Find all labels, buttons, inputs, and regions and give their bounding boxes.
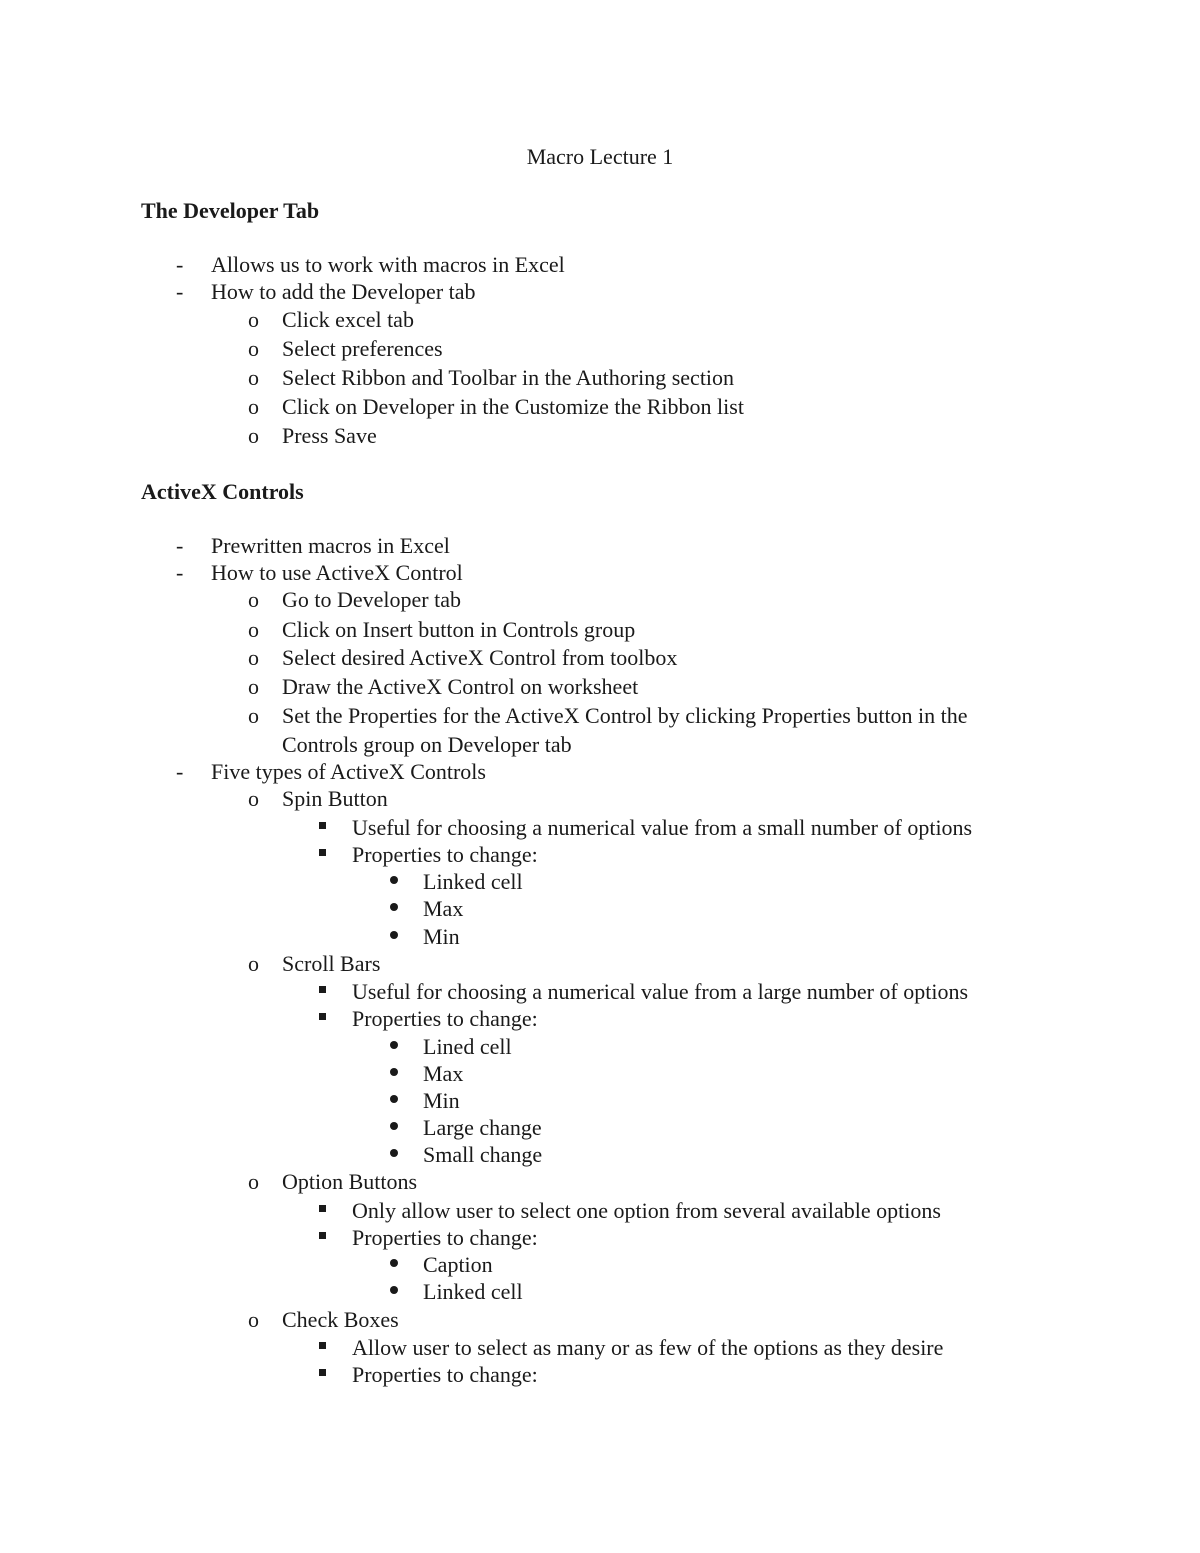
square-bullet [319, 1369, 326, 1376]
list-item: Set the Properties for the ActiveX Control by clicking Properties button in the [282, 703, 968, 728]
circle-bullet: o [248, 617, 259, 642]
circle-bullet: o [248, 1169, 259, 1194]
dash-bullet: - [176, 279, 184, 304]
list-item: Go to Developer tab [282, 587, 461, 612]
list-item: Check Boxes [282, 1307, 399, 1332]
list-item: Click on Developer in the Customize the Ribbon list [282, 394, 744, 419]
list-item: Properties to change: [352, 1225, 538, 1250]
list-item: Allow user to select as many or as few of the options as they desire [352, 1335, 944, 1360]
section-heading: ActiveX Controls [141, 479, 304, 504]
circle-bullet: o [248, 674, 259, 699]
list-item: Useful for choosing a numerical value from a small number of options [352, 815, 973, 840]
list-item: Spin Button [282, 786, 388, 811]
list-item: Useful for choosing a numerical value from a large number of options [352, 979, 969, 1004]
square-bullet [319, 822, 326, 829]
list-item: Draw the ActiveX Control on worksheet [282, 674, 639, 699]
circle-bullet: o [248, 423, 259, 448]
list-item: Properties to change: [352, 1362, 538, 1387]
square-bullet [319, 1013, 326, 1020]
round-bullet [390, 1041, 398, 1049]
list-item: Min [423, 1088, 460, 1113]
list-item-continuation: Controls group on Developer tab [282, 732, 572, 757]
list-item: Allows us to work with macros in Excel [211, 252, 565, 277]
square-bullet [319, 1342, 326, 1349]
list-item: Scroll Bars [282, 951, 381, 976]
circle-bullet: o [248, 365, 259, 390]
list-item: How to use ActiveX Control [211, 560, 463, 585]
list-item: Select desired ActiveX Control from toolbox [282, 645, 678, 670]
dash-bullet: - [176, 759, 184, 784]
circle-bullet: o [248, 394, 259, 419]
round-bullet [390, 1122, 398, 1130]
round-bullet [390, 903, 398, 911]
circle-bullet: o [248, 1307, 259, 1332]
circle-bullet: o [248, 587, 259, 612]
list-item: Linked cell [423, 1279, 523, 1304]
list-item: Only allow user to select one option from several available options [352, 1198, 941, 1223]
list-item: Properties to change: [352, 1006, 538, 1031]
list-item: Min [423, 924, 460, 949]
round-bullet [390, 1068, 398, 1076]
list-item: Max [423, 896, 464, 921]
circle-bullet: o [248, 336, 259, 361]
list-item: Properties to change: [352, 842, 538, 867]
square-bullet [319, 849, 326, 856]
square-bullet [319, 986, 326, 993]
list-item: Small change [423, 1142, 543, 1167]
dash-bullet: - [176, 560, 184, 585]
round-bullet [390, 876, 398, 884]
square-bullet [319, 1205, 326, 1212]
circle-bullet: o [248, 645, 259, 670]
circle-bullet: o [248, 703, 259, 728]
list-item: Five types of ActiveX Controls [211, 759, 486, 784]
list-item: Prewritten macros in Excel [211, 533, 450, 558]
list-item: Option Buttons [282, 1169, 418, 1194]
list-item: Select Ribbon and Toolbar in the Authoring section [282, 365, 735, 390]
round-bullet [390, 1259, 398, 1267]
list-item: How to add the Developer tab [211, 279, 476, 304]
list-item: Press Save [282, 423, 377, 448]
circle-bullet: o [248, 951, 259, 976]
square-bullet [319, 1232, 326, 1239]
dash-bullet: - [176, 533, 184, 558]
list-item: Click on Insert button in Controls group [282, 617, 636, 642]
dash-bullet: - [176, 252, 184, 277]
round-bullet [390, 1095, 398, 1103]
section-heading: The Developer Tab [141, 198, 320, 223]
circle-bullet: o [248, 786, 259, 811]
circle-bullet: o [248, 307, 259, 332]
list-item: Click excel tab [282, 307, 414, 332]
list-item: Linked cell [423, 869, 523, 894]
round-bullet [390, 1286, 398, 1294]
list-item: Select preferences [282, 336, 443, 361]
round-bullet [390, 1149, 398, 1157]
list-item: Lined cell [423, 1034, 512, 1059]
list-item: Max [423, 1061, 464, 1086]
list-item: Caption [423, 1252, 493, 1277]
list-item: Large change [423, 1115, 542, 1140]
round-bullet [390, 931, 398, 939]
document-title: Macro Lecture 1 [526, 144, 674, 169]
